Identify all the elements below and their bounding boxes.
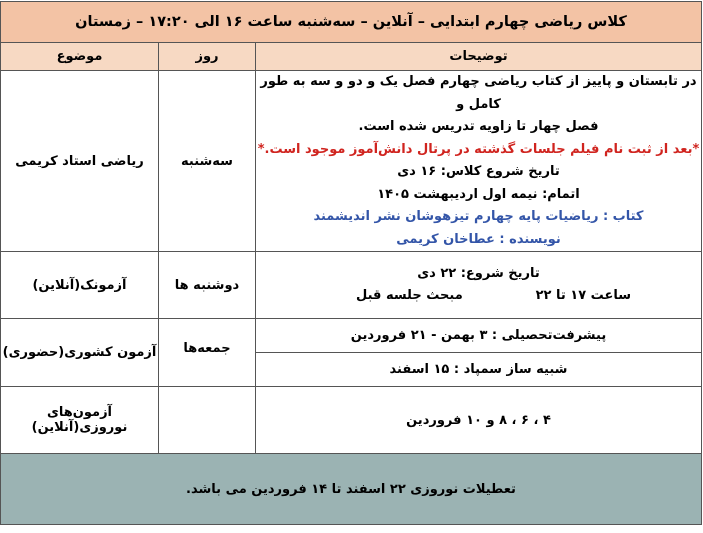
table-row	[0, 71, 701, 252]
table-row	[0, 319, 701, 353]
holiday-footer: تعطیلات نوروزی ۲۲ اسفند تا ۱۴ فروردین می باشد.	[0, 454, 701, 525]
portal-note: *بعد از ثبت نام فیلم جلسات گذشته در پرتال دانش‌آموز موجود است.*	[257, 141, 700, 157]
row-day: سه‌شنبه	[159, 71, 256, 252]
start-date: تاریخ شروع کلاس: ۱۶ دی	[397, 164, 560, 179]
simulator-exam: شبیه ساز سمپاد : ۱۵ اسفند	[256, 353, 702, 387]
desc-line: فصل چهار تا زاویه تدریس شده است.	[358, 119, 599, 134]
progress-exam: پیشرفت‌تحصیلی : ۳ بهمن - ۲۱ فروردین	[256, 319, 702, 353]
start-date: تاریخ شروع: ۲۲ دی	[417, 265, 540, 281]
time-topic-line	[256, 285, 701, 308]
table-row	[0, 252, 701, 319]
schedule-table	[0, 1, 702, 525]
table-title: کلاس ریاضی چهارم ابتدایی – آنلاین – سه‌شنبه ساعت ۱۶ الی ۱۷:۲۰ – زمستان	[0, 2, 701, 43]
table-row	[0, 387, 701, 454]
row-subject: آزمونک(آنلاین)	[0, 252, 158, 319]
row-subject: آزمون‌های نوروزی(آنلاین)	[0, 387, 158, 454]
row-day: جمعه‌ها	[159, 319, 256, 387]
header-description: توضیحات	[256, 43, 702, 71]
row-day	[159, 387, 256, 454]
topic: مبحث جلسه قبل	[356, 288, 463, 303]
row-description	[256, 71, 702, 252]
book-info: کتاب : ریاضیات پایه چهارم تیزهوشان نشر اندیشمند	[313, 209, 644, 224]
author-info: نویسنده : عطاخان کریمی	[396, 231, 561, 247]
end-date: اتمام: نیمه اول اردیبهشت ۱۴۰۵	[377, 186, 580, 202]
row-description	[256, 252, 702, 319]
header-subject: موضوع	[0, 43, 158, 71]
row-subject: آزمون کشوری(حضوری)	[0, 319, 158, 387]
row-subject: ریاضی استاد کریمی	[0, 71, 158, 252]
header-day: روز	[159, 43, 256, 71]
desc-line: در تابستان و پاییز از کتاب ریاضی چهارم فصل یک و دو و سه به طور کامل و	[260, 74, 697, 112]
row-day: دوشنبه ها	[159, 252, 256, 319]
schedule-sheet	[1, 1, 702, 532]
row-description: ۴ ، ۶ ، ۸ و ۱۰ فروردین	[256, 387, 702, 454]
time-range: ساعت ۱۷ تا ۲۲	[535, 288, 631, 303]
